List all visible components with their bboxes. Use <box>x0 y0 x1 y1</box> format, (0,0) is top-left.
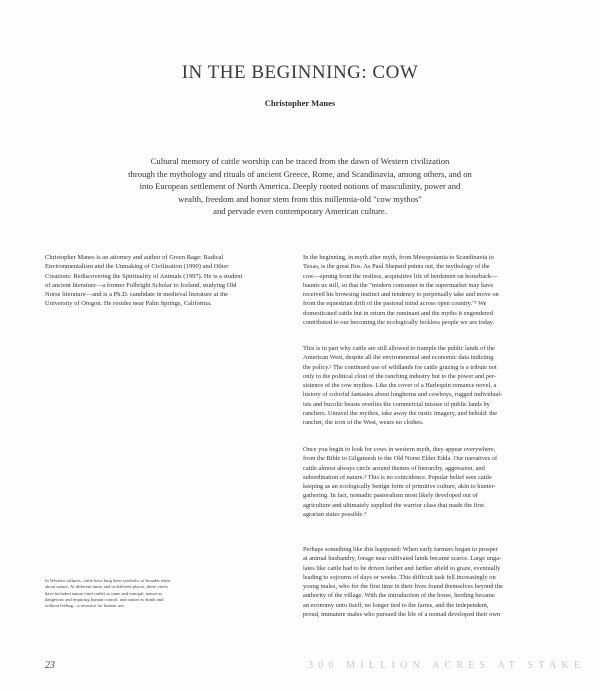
body-line: This is in part why cattle are still allowed to trample the public lands of the <box>303 345 495 352</box>
body-line: American West, despite all the environmental and economic data indicting <box>303 354 494 362</box>
body-paragraph-3 <box>303 445 558 519</box>
author-bio <box>45 253 270 309</box>
body-line: keeping as an ecologically benign form of primitive culture, akin to hunter- <box>303 483 496 491</box>
body-paragraph-4 <box>303 545 558 619</box>
body-line: cow—sprung from the restless, acquisitive life of herdsmen on horseback— <box>303 272 498 280</box>
body-line: subordination of nature.³ This is no coincidence. Popular belief sees cattle <box>303 473 492 481</box>
body-line: domesticated cattle but in return the ruminant and the myths it engendered <box>303 309 494 317</box>
body-line: young males, who for the first time in their lives found themselves beyond the <box>303 583 503 591</box>
body-line: only to the political clout of the ranching industry but to the power and per- <box>303 372 496 380</box>
bio-line: Christopher Manes is an attorney and author of Green Rage: Radical <box>45 254 224 261</box>
abstract <box>120 155 480 218</box>
body-line: Texas, is the great Bos. As Paul Shepard points out, the mythology of the <box>303 263 490 271</box>
bio-line: University of Oregon. He resides near Palm Springs, California. <box>45 300 212 308</box>
body-line: contributed to our becoming the ecologically feckless people we are today. <box>303 319 495 327</box>
abstract-line: into European settlement of North America. Deeply rooted notions of masculinity, power and <box>139 181 461 191</box>
note-line: In Western cultures, cattle have long been symbolic of broader ideas <box>45 578 171 583</box>
body-line: received his browsing instinct and tendency to perpetually take and move on <box>303 291 499 299</box>
body-line: authority of the village. With the introduction of the horse, herding became <box>303 592 495 600</box>
author-byline: Christopher Manes <box>264 98 336 108</box>
abstract-line: wealth, freedom and honor stem from this millennia-old "cow mythos" <box>178 193 422 204</box>
body-line: cattle almost always circle around themes of hierarchy, aggression, and <box>303 464 485 472</box>
body-line: from the equestrian drift of the pastoral mind across open country."¹ We <box>303 300 487 308</box>
body-line: Perhaps something like this happened: When early farmers began to prosper <box>303 546 498 553</box>
abstract-line: and pervade even contemporary American culture. <box>213 206 387 216</box>
note-line: without feeling—a resource for human use. <box>45 603 125 609</box>
body-line: agrarian states possible.⁴ <box>303 511 367 519</box>
body-line: agriculture and ultimately supplied the warrior class that made the first <box>303 501 485 509</box>
bio-line: Norse literature—and is a Ph.D. candidate in medieval literature at the <box>45 291 229 299</box>
body-line: history of colorful fantasies about longhorns and cowboys, rugged individual- <box>303 391 503 399</box>
body-line: In the beginning, in myth after myth, from Mesopotamia to Scandinavia to <box>303 254 494 261</box>
body-line: lates like cattle had to be driven farther and farther afield to graze, eventually <box>303 564 501 572</box>
running-head: 300 MILLION ACRES AT STAKE <box>308 660 586 671</box>
body-paragraph-2 <box>303 344 558 428</box>
body-line: an economy unto itself, no longer tied to the farms, and the independent, <box>303 601 489 609</box>
article-title: IN THE BEGINNING: COW <box>181 62 419 83</box>
body-line: sistence of the cow mythos. Like the cover of a Harlequin romance novel, a <box>303 382 497 390</box>
body-line: from the Bible to Gilgamesh to the Old Norse Elder Edda. Our narratives of <box>303 455 498 463</box>
body-line: rancher, the icon of the West, wears no clothes. <box>303 419 424 427</box>
body-line: haunts us still, so that the "modern consumer in the supermarket may have <box>303 281 494 289</box>
body-line: ranchers. Unravel the mythos, take away the rustic imagery, and behold: the <box>303 410 498 418</box>
body-line: leading to sojourns of days or weeks. This difficult task fell increasingly on <box>303 573 496 581</box>
body-line: at animal husbandry, forage near cultivated lands became scarce. Large unga- <box>303 555 502 563</box>
body-line: gathering. In fact, nomadic pastoralism most likely developed out of <box>303 492 478 500</box>
sidebar-note <box>45 578 270 609</box>
note-line: dangerous and requiring human control, and nature as dumb and <box>45 596 164 602</box>
body-line: proud, immature males who pursued the life of a nomad developed their own <box>303 611 501 619</box>
bio-line: of ancient literature—a former Fulbright Scholar to Iceland, studying Old <box>45 281 237 289</box>
note-line: about nature. At different times and in different places, these views <box>45 584 169 590</box>
abstract-line: through the mythology and rituals of ancient Greece, Rome, and Scandinavia, among others, and on <box>128 168 472 179</box>
bio-line: Environmentalism and the Unmaking of Civilization (1990) and Other <box>45 263 229 271</box>
body-line: the policy.² The continued use of wildlands for cattle grazing is a tribute not <box>303 363 497 371</box>
note-line: have included nature (and cattle) as tame and tranquil, nature as <box>45 590 163 596</box>
page-number: 23 <box>45 660 55 671</box>
body-paragraph-1 <box>303 253 558 327</box>
body-line: ists and bucolic beasts overlies the commercial misuse of public lands by <box>303 400 490 408</box>
bio-line: Creations: Rediscovering the Spirituality of Animals (1997). He is a student <box>45 272 243 280</box>
body-line: Once you begin to look for cows in western myth, they appear everywhere, <box>303 446 496 453</box>
abstract-line: Cultural memory of cattle worship can be traced from the dawn of Western civilization <box>150 156 450 166</box>
